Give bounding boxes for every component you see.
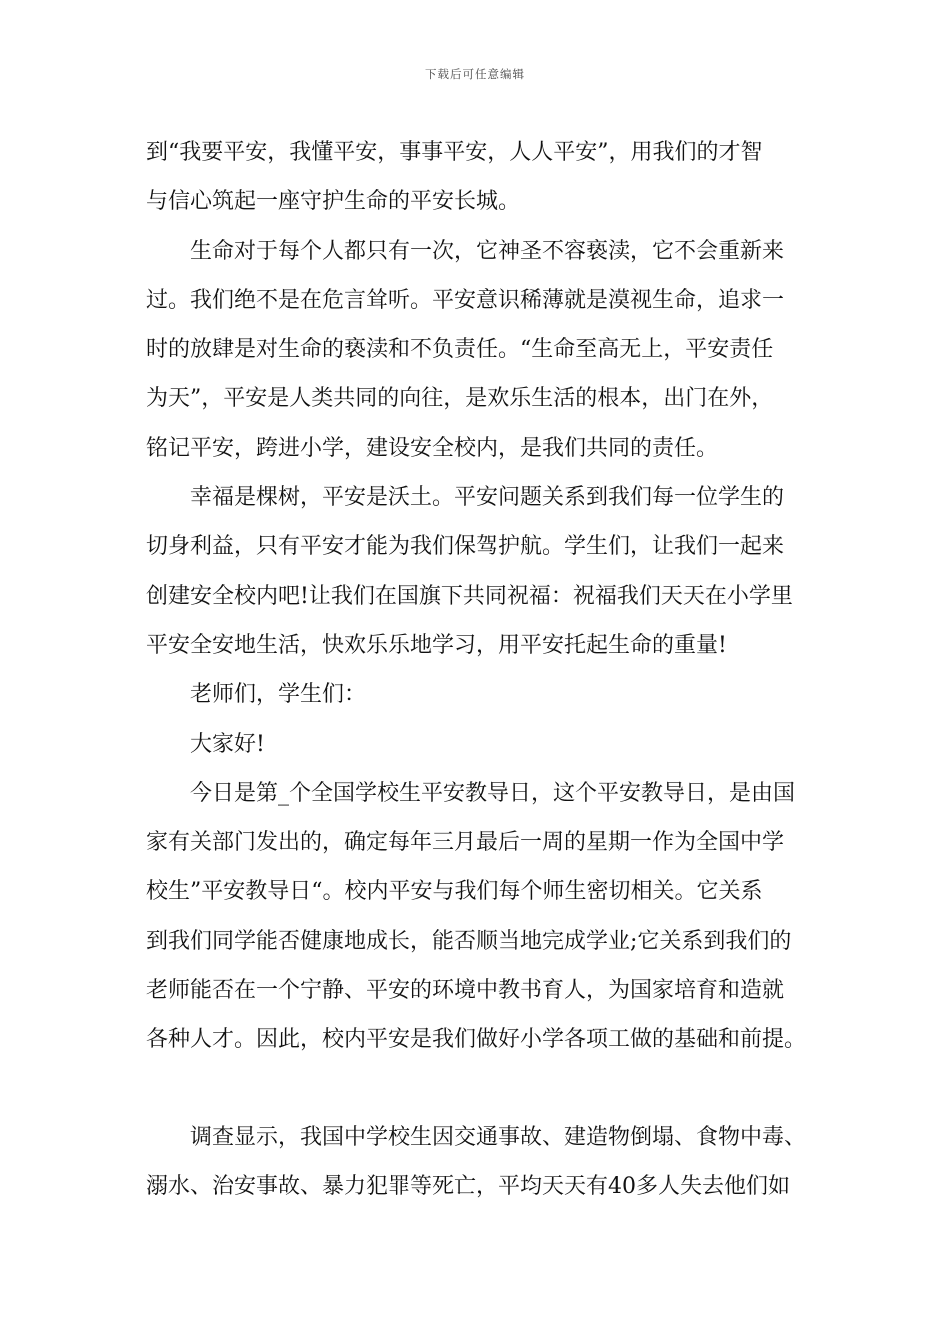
body-text xyxy=(146,128,808,1211)
text-line: 过。我们绝不是在危言耸听。平安意识稀薄就是漠视生命，追求一 xyxy=(146,287,785,313)
text-line: 与信心筑起一座守护生命的平安长城。 xyxy=(146,189,521,215)
text-line: 幸福是棵树，平安是沃土。平安问题关系到我们每一位学生的 xyxy=(190,485,785,511)
text-line: 老师们，学生们： xyxy=(190,682,367,708)
header-note: 下载后可任意编辑 xyxy=(425,67,525,81)
text-line: 生命对于每个人都只有一次，它神圣不容亵渎，它不会重新来 xyxy=(190,238,785,264)
text-line: 老师能否在一个宁静、平安的环境中教书育人，为国家培育和造就 xyxy=(146,978,785,1004)
text-line: 到“我要平安，我懂平安，事事平安，人人平安”，用我们的才智 xyxy=(146,140,763,165)
text-line: 平安全安地生活，快欢乐乐地学习，用平安托起生命的重量! xyxy=(146,632,727,658)
text-line: 家有关部门发出的，确定每年三月最后一周的星期一作为全国中学 xyxy=(146,830,785,856)
text-line: 为天”，平安是人类共同的向往，是欢乐生活的根本，出门在外， xyxy=(146,386,774,412)
text-line: 调查显示，我国中学校生因交通事故、建造物倒塌、食物中毒、 xyxy=(190,1124,807,1150)
text-line: 校生”平安教导日“。校内平安与我们每个师生密切相关。它关系 xyxy=(146,879,763,905)
text-line: 创建安全校内吧!让我们在国旗下共同祝福：祝福我们天天在小学里 xyxy=(146,583,793,609)
paragraph-gap xyxy=(146,1065,808,1113)
text-line: 时的放肆是对生命的亵渎和不负责任。“生命至高无上，平安责任 xyxy=(146,337,774,363)
text-line: 切身利益，只有平安才能为我们保驾护航。学生们，让我们一起来 xyxy=(146,534,785,560)
text-line: 今日是第_个全国学校生平安教导日，这个平安教导日，是由国 xyxy=(190,780,796,806)
text-line: 大家好! xyxy=(190,731,265,757)
text-line: 溺水、治安事故、暴力犯罪等死亡，平均天天有40多人失去他们如 xyxy=(146,1173,790,1199)
text-line: 各种人才。因此，校内平安是我们做好小学各项工做的基础和前提。 xyxy=(146,1027,807,1053)
text-line: 铭记平安，跨进小学，建设安全校内，是我们共同的责任。 xyxy=(146,435,719,461)
text-line: 到我们同学能否健康地成长，能否顺当地完成学业;它关系到我们的 xyxy=(146,928,792,954)
